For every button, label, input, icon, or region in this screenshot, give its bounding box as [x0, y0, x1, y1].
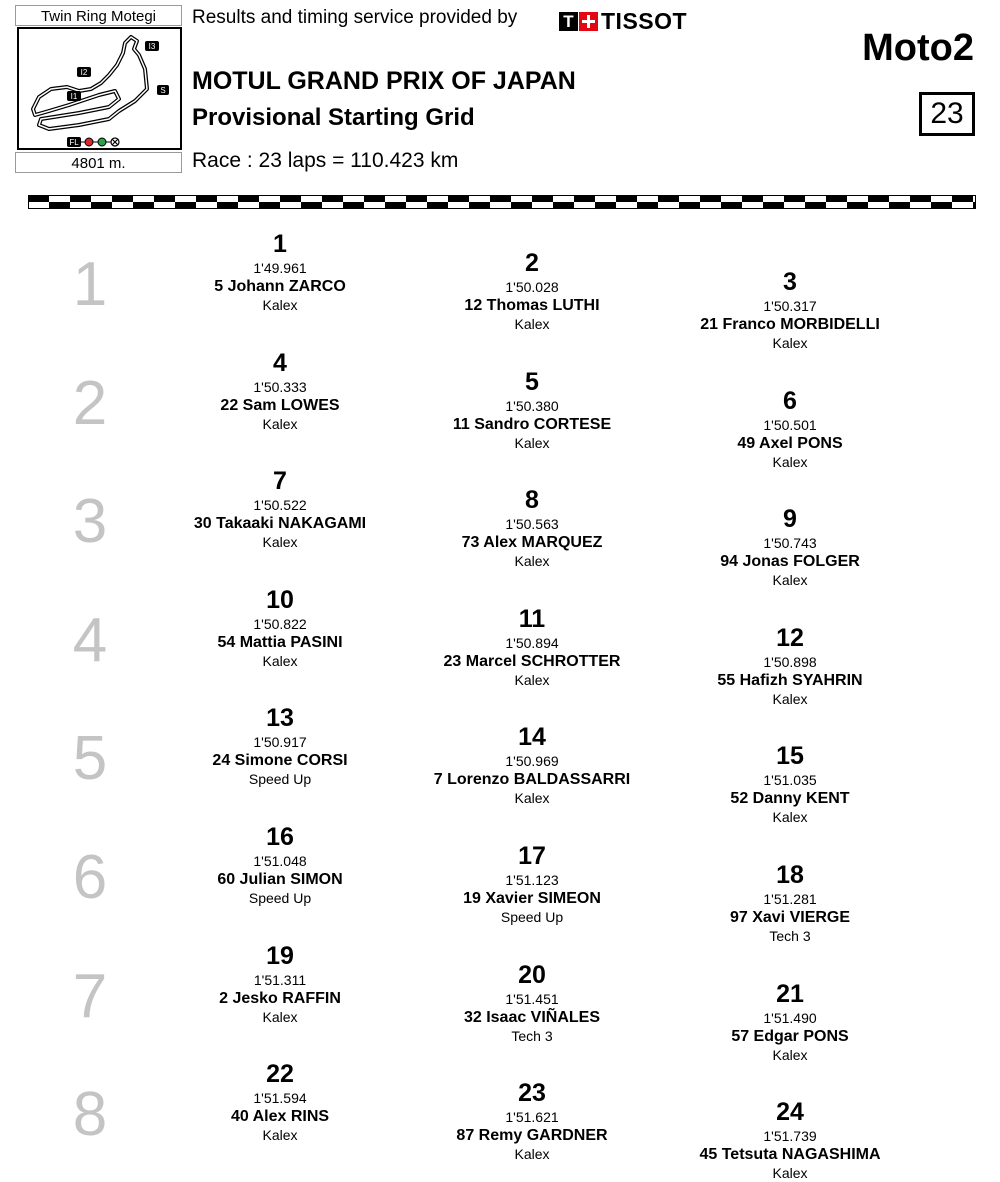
team-name: Speed Up [500, 909, 564, 925]
grid-slot [160, 232, 400, 314]
map-label-s: S [160, 86, 166, 95]
laps-badge: 23 [919, 92, 975, 136]
grid-slot [412, 604, 652, 689]
grid-position: 6 [783, 386, 797, 415]
grid-position: 12 [776, 623, 804, 652]
grid-slot [160, 469, 400, 551]
swiss-cross-icon [579, 12, 598, 31]
qualifying-time: 1'50.743 [763, 535, 817, 552]
qualifying-time: 1'51.048 [253, 853, 307, 869]
grid-position: 9 [783, 505, 797, 534]
rider-name: 5 Johann ZARCO [214, 278, 346, 295]
grid-slot [412, 488, 652, 570]
grid-row-number: 5 [72, 724, 108, 794]
rider-name: 49 Axel PONS [737, 434, 843, 452]
grid-position: 13 [266, 704, 294, 733]
grid-position: 4 [273, 348, 287, 377]
qualifying-time: 1'51.621 [505, 1109, 559, 1126]
grid-slot [412, 844, 652, 926]
qualifying-time: 1'50.969 [505, 753, 559, 770]
map-label-i2: I2 [80, 68, 88, 77]
qualifying-time: 1'50.898 [763, 653, 817, 670]
team-name: Tech 3 [769, 928, 811, 944]
team-name: Kalex [772, 1165, 808, 1182]
qualifying-time: 1'50.317 [763, 298, 817, 314]
rider-name: 54 Mattia PASINI [217, 633, 343, 651]
rider-name: 73 Alex MARQUEZ [461, 534, 603, 552]
rider-name: 60 Julian SIMON [217, 871, 343, 888]
team-name: Kalex [772, 335, 808, 351]
map-label-i3: I3 [148, 42, 156, 51]
team-name: Kalex [772, 809, 808, 826]
qualifying-time: 1'50.522 [253, 497, 307, 514]
grid-slot [412, 251, 652, 333]
rider-name: 19 Xavier SIMEON [463, 890, 601, 907]
qualifying-time: 1'50.333 [253, 378, 307, 395]
rider-name: 87 Remy GARDNER [456, 1127, 608, 1145]
rider-name: 45 Tetsuta NAGASHIMA [699, 1146, 881, 1164]
grid-slot [160, 706, 400, 788]
circuit-name: Twin Ring Motegi [15, 5, 182, 26]
rider-name: 32 Isaac VIÑALES [463, 1008, 601, 1026]
document-title: Provisional Starting Grid [192, 104, 475, 131]
grid-position: 18 [776, 861, 804, 889]
rider-name: 55 Hafizh SYAHRIN [717, 671, 863, 689]
grid-position: 11 [518, 604, 546, 633]
qualifying-time: 1'51.594 [253, 1090, 307, 1107]
track-layout-icon [19, 29, 180, 148]
qualifying-time: 1'51.739 [763, 1128, 817, 1145]
grid-position: 21 [776, 979, 804, 1008]
grid-position: 7 [273, 467, 287, 496]
grid-position: 10 [266, 585, 294, 614]
grid-row-number: 2 [72, 368, 108, 438]
grid-position: 2 [525, 249, 539, 277]
rider-name: 94 Jonas FOLGER [720, 553, 860, 571]
rider-name: 97 Xavi VIERGE [729, 909, 851, 926]
grid-slot [412, 725, 652, 807]
team-name: Kalex [772, 690, 808, 707]
checkered-flag-strip [28, 195, 976, 209]
map-label-i1: I1 [70, 92, 78, 101]
qualifying-time: 1'50.501 [763, 416, 817, 433]
team-name: Kalex [262, 415, 298, 432]
rider-name: 52 Danny KENT [730, 790, 850, 808]
grid-position: 19 [266, 941, 294, 970]
grid-position: 3 [783, 268, 797, 296]
timing-provider-text: Results and timing service provided by [192, 7, 518, 28]
grid-row-number: 6 [72, 843, 108, 912]
team-name: Kalex [772, 572, 808, 589]
rider-name: 22 Sam LOWES [220, 396, 340, 414]
grid-position: 14 [518, 723, 546, 752]
map-label-fl: FL [69, 138, 79, 147]
rider-name: 12 Thomas LUTHI [464, 297, 600, 314]
qualifying-time: 1'50.917 [253, 734, 307, 751]
circuit-map [17, 27, 182, 150]
team-name: Kalex [514, 1146, 550, 1163]
grid-position: 1 [273, 230, 287, 258]
qualifying-time: 1'51.451 [505, 990, 559, 1007]
grid-row-number: 1 [72, 250, 108, 319]
team-name: Speed Up [248, 771, 312, 788]
tissot-logo [559, 9, 687, 33]
qualifying-time: 1'51.035 [763, 772, 817, 789]
team-name: Kalex [262, 534, 298, 551]
circuit-length: 4801 m. [15, 152, 182, 173]
grid-slot [670, 744, 910, 826]
rider-name: 24 Simone CORSI [212, 752, 348, 770]
qualifying-time: 1'50.028 [505, 279, 559, 295]
team-name: Kalex [262, 1127, 298, 1144]
rider-name: 21 Franco MORBIDELLI [700, 316, 880, 333]
grid-position: 5 [525, 367, 539, 396]
grid-position: 15 [776, 742, 804, 771]
grid-slot [160, 941, 400, 1026]
grid-slot [670, 270, 910, 352]
team-name: Kalex [514, 434, 550, 451]
team-name: Kalex [514, 316, 550, 332]
qualifying-time: 1'51.490 [763, 1009, 817, 1026]
rider-name: 23 Marcel SCHROTTER [443, 652, 621, 670]
grid-slot [160, 1062, 400, 1144]
rider-name: 11 Sandro CORTESE [452, 415, 612, 433]
rider-name: 2 Jesko RAFFIN [219, 989, 341, 1007]
grid-slot [412, 1081, 652, 1163]
grid-slot [160, 348, 400, 433]
team-name: Kalex [514, 790, 550, 807]
tissot-t-icon: T [559, 12, 578, 31]
grid-position: 8 [525, 486, 539, 515]
grid-row-number: 8 [72, 1080, 108, 1150]
grid-position: 17 [518, 842, 546, 870]
grid-row-number: 7 [72, 961, 108, 1031]
grid-slot [670, 1100, 910, 1182]
team-name: Kalex [262, 652, 298, 669]
grid-slot [160, 825, 400, 907]
team-name: Kalex [514, 553, 550, 570]
qualifying-time: 1'50.822 [253, 615, 307, 632]
rider-name: 7 Lorenzo BALDASSARRI [433, 771, 631, 789]
qualifying-time: 1'50.380 [505, 397, 559, 414]
grid-position: 20 [518, 960, 546, 989]
rider-name: 30 Takaaki NAKAGAMI [193, 515, 367, 533]
event-title: MOTUL GRAND PRIX OF JAPAN [192, 67, 576, 95]
tissot-wordmark: TISSOT [601, 8, 688, 34]
grid-row-number: 3 [72, 487, 108, 557]
grid-slot [670, 507, 910, 589]
race-info: Race : 23 laps = 110.423 km [192, 149, 459, 172]
qualifying-time: 1'49.961 [253, 260, 307, 276]
grid-position: 24 [776, 1098, 804, 1127]
qualifying-time: 1'50.563 [505, 516, 559, 533]
grid-slot [670, 386, 910, 471]
team-name: Speed Up [248, 890, 312, 906]
grid-row-number: 4 [72, 605, 108, 675]
team-name: Kalex [772, 453, 808, 470]
grid-slot [412, 960, 652, 1045]
team-name: Kalex [772, 1046, 808, 1063]
qualifying-time: 1'51.281 [763, 891, 817, 907]
qualifying-time: 1'51.123 [505, 872, 559, 888]
grid-slot [412, 367, 652, 452]
team-name: Tech 3 [511, 1027, 553, 1044]
grid-position: 23 [518, 1079, 546, 1108]
qualifying-time: 1'50.894 [505, 634, 559, 651]
rider-name: 40 Alex RINS [230, 1108, 330, 1126]
team-name: Kalex [514, 671, 550, 688]
grid-slot [670, 623, 910, 708]
grid-position: 22 [266, 1060, 294, 1089]
qualifying-time: 1'51.311 [253, 971, 307, 988]
grid-slot [670, 863, 910, 945]
team-name: Kalex [262, 1008, 298, 1025]
grid-slot [670, 979, 910, 1064]
rider-name: 57 Edgar PONS [731, 1027, 849, 1045]
class-name: Moto2 [862, 27, 974, 69]
grid-position: 16 [266, 823, 294, 851]
grid-slot [160, 585, 400, 670]
team-name: Kalex [262, 297, 298, 313]
